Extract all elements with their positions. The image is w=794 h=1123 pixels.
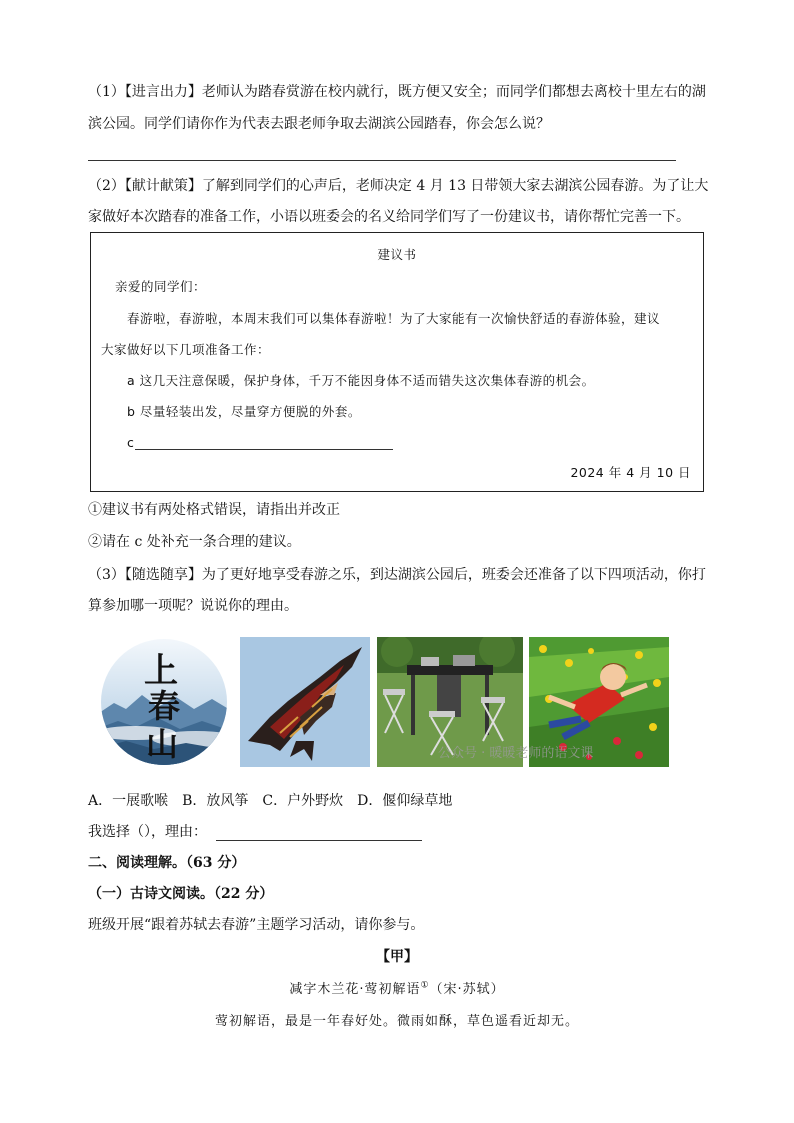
answer-line-item-c[interactable] [135, 449, 393, 450]
calligraphy-char-3: 山 [146, 725, 179, 763]
activity-options: A．一展歌喉 B．放风筝 C．户外野炊 D．偃仰绿草地 [88, 793, 453, 809]
eagle-kite-image [240, 637, 370, 767]
q2-line2: 家做好本次踏春的准备工作，小语以班委会的名义给同学们写了一份建议书，请你帮忙完善一下。 [88, 209, 690, 225]
letter-salutation: 亲爱的同学们： [115, 279, 207, 294]
answer-line-q1[interactable] [88, 160, 676, 161]
poem-note-mark: ① [420, 980, 430, 991]
letter-date: 2024 年 4 月 10 日 [570, 465, 691, 480]
calligraphy-char-1: 上 [144, 651, 178, 691]
q2-line1: （2）【献计献策】了解到同学们的心声后，老师决定 4 月 13 日带领大家去湖滨公园春游。为了让大 [88, 178, 709, 194]
poem-title-line [0, 978, 794, 997]
q3-line1: （3）【随选随享】为了更好地享受春游之乐，到达湖滨公园后，班委会还准备了以下四项活动，你打 [88, 567, 706, 583]
sub-question-2: ②请在 c 处补充一条合理的建议。 [88, 534, 301, 550]
letter-item-a: a 这几天注意保暖，保护身体，千万不能因身体不适而错失这次集体春游的机会。 [127, 373, 595, 388]
letter-title: 建议书 [377, 247, 417, 262]
watermark-text: 公众号 · 暖暖老师的语文课 [438, 746, 594, 761]
answer-line-reason[interactable] [216, 840, 422, 841]
q3-line2: 算参加哪一项呢？说说你的理由。 [88, 598, 298, 614]
sub-question-1: ①建议书有两处格式错误，请指出并改正 [88, 502, 340, 518]
proposal-letter-box [90, 232, 704, 492]
q1-line1: （1）【进言出力】老师认为踏春赏游在校内就行，既方便又安全；而同学们都想去离校十里左右的湖 [88, 84, 706, 100]
poem-author: （宋·苏轼） [429, 982, 505, 997]
mountain-calligraphy-image [96, 637, 232, 767]
letter-item-b: b 尽量轻装出发，尽量穿方便脱的外套。 [127, 404, 361, 419]
poem-title: 减字木兰花·莺初解语 [289, 982, 421, 997]
q1-line2: 滨公园。同学们请你作为代表去跟老师争取去湖滨公园踏春，你会怎么说？ [88, 116, 550, 132]
activity-intro: 班级开展“跟着苏轼去春游”主题学习活动，请你参与。 [88, 917, 425, 933]
section-2-1-heading: （一）古诗文阅读。（22 分） [88, 886, 274, 902]
letter-body-2: 大家做好以下几项准备工作： [101, 342, 271, 357]
calligraphy-char-2: 春 [148, 687, 181, 725]
section-2-heading: 二、阅读理解。（63 分） [88, 855, 246, 871]
passage-jia-label: 【甲】 [376, 949, 418, 965]
poem-line-1: 莺初解语，最是一年春好处。微雨如酥，草色遥看近却无。 [214, 1014, 579, 1029]
letter-item-c: c [127, 435, 135, 450]
letter-body-1: 春游啦，春游啦，本周末我们可以集体春游啦！为了大家能有一次愉快舒适的春游体验，建议 [127, 311, 661, 326]
choice-prompt: 我选择（），理由： [88, 824, 207, 840]
